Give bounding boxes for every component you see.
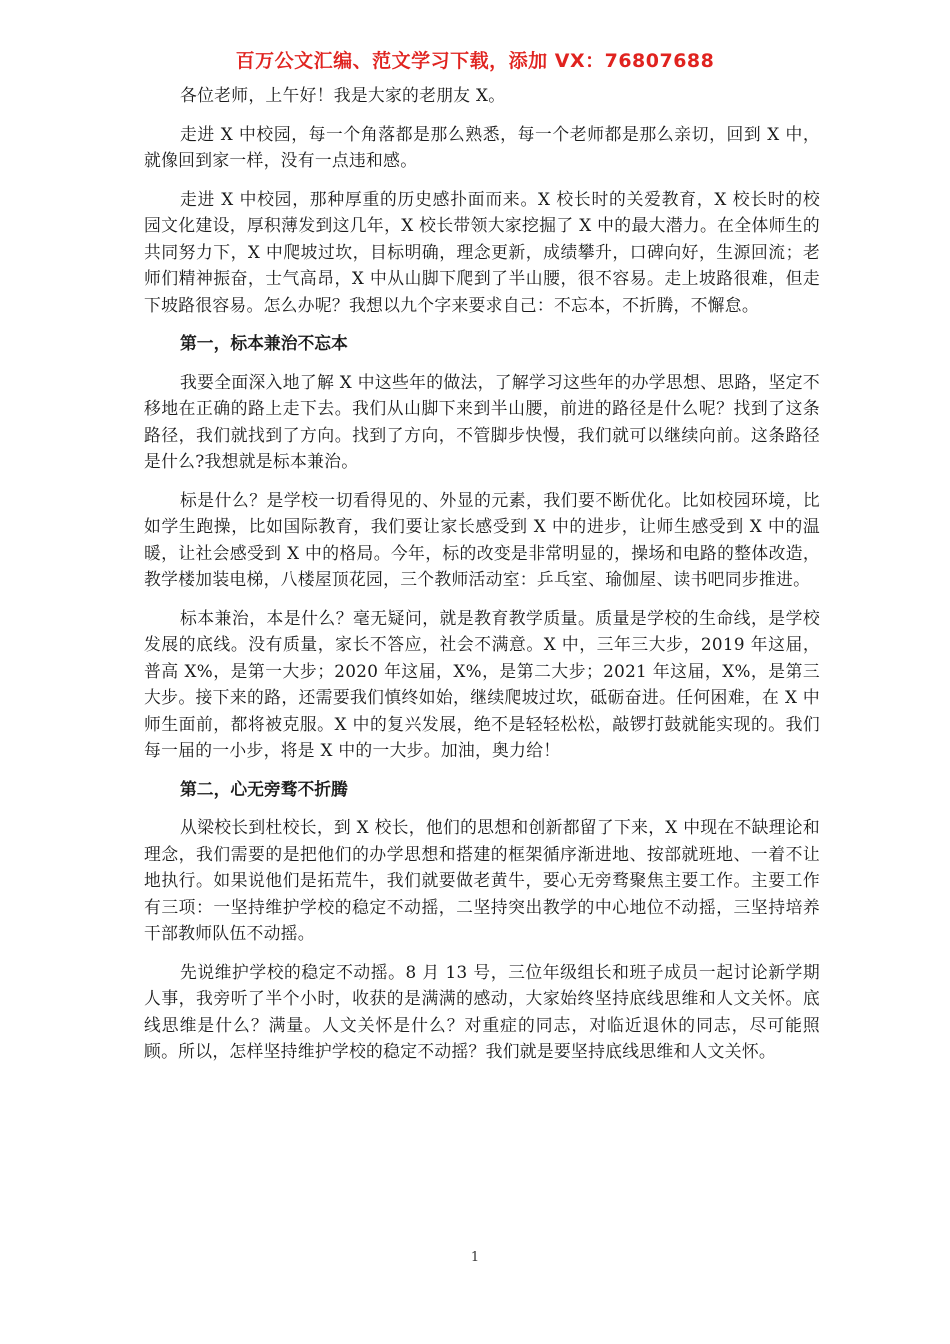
paragraph-history: 走进 X 中校园，那种厚重的历史感扑面而来。X 校长时的关爱教育，X 校长时的校园文化建设，厚积薄发到这几年，X 校长带领大家挖掘了 X 中的最大潜力。在全体师生的共同努力下，X 中爬坡过坎，目标明确，理念更新，成绩攀升，口碑向好，生源回流；老师们精神振奋，士气高昂，X 中从山脚下爬到了半山腰，很不容易。走上坡路很难，但走下坡路很容易。怎么办呢？我想以九个字来要求自己：不忘本，不折腾，不懈怠。 [144,188,820,315]
section-heading-1: 第一，标本兼治不忘本 [180,333,348,353]
paragraph-intro: 走进 X 中校园，每一个角落都是那么熟悉，每一个老师都是那么亲切，回到 X 中，就像回到家一样，没有一点违和感。 [144,123,820,170]
paragraph-path: 我要全面深入地了解 X 中这些年的做法，了解学习这些年的办学思想、思路，坚定不移地在正确的路上走下去。我们从山脚下来到半山腰，前进的路径是什么呢？找到了这条路径，我们就找到了方向。找到了方向，不管脚步快慢，我们就可以继续向前。这条路径是什么?我想就是标本兼治。 [144,371,820,471]
section-heading-2: 第二，心无旁骛不折腾 [180,778,348,799]
paragraph-ben: 标本兼治，本是什么？毫无疑问，就是教育教学质量。质量是学校的生命线，是学校发展的底线。没有质量，家长不答应，社会不满意。X 中，三年三大步，2019 年这届，普高 X%，是第一大步；2020 年这届，X%，是第二大步；2021 年这届，X%，是第三大步。接下来的路，还需要我们慎终如始，继续爬坡过坎，砥砺奋进。任何困难，在 X 中师生面前，都将被克服。X 中的复兴发展，绝不是轻轻松松，敲锣打鼓就能实现的。我们每一届的一小步，将是 X 中的一大步。加油，奥力给！ [144,607,820,760]
paragraph-biao: 标是什么？是学校一切看得见的、外显的元素，我们要不断优化。比如校园环境，比如学生跑操，比如国际教育，我们要让家长感受到 X 中的进步，让师生感受到 X 中的温暖，让社会感受到 X 中的格局。今年，标的改变是非常明显的，操场和电路的整体改造，教学楼加装电梯，八楼屋顶花园，三个教师活动室：乒乓室、瑜伽屋、读书吧同步推进。 [144,489,820,589]
paragraph-focus: 从梁校长到杜校长，到 X 校长，他们的思想和创新都留了下来，X 中现在不缺理论和理念，我们需要的是把他们的办学思想和搭建的框架循序渐进地、按部就班地、一着不让地执行。如果说他们是拓荒牛，我们就要做老黄牛，要心无旁骛聚焦主要工作。主要工作有三项：一坚持维护学校的稳定不动摇，二坚持突出教学的中心地位不动摇，三坚持培养干部教师队伍不动摇。 [144,817,820,943]
document-body [144,82,820,1077]
promo-header: 百万公文汇编、范文学习下载，添加 VX：76807688 [235,50,715,72]
paragraph-stability: 先说维护学校的稳定不动摇。8 月 13 号，三位年级组长和班子成员一起讨论新学期人事，我旁听了半个小时，收获的是满满的感动，大家始终坚持底线思维和人文关怀。底线思维是什么？满量。人文关怀是什么？对重症的同志，对临近退休的同志，尽可能照顾。所以，怎样坚持维护学校的稳定不动摇？我们就是要坚持底线思维和人文关怀。 [144,961,820,1061]
paragraph-greeting: 各位老师，上午好！我是大家的老朋友 X。 [180,85,506,105]
page-number: 1 [470,1250,480,1265]
